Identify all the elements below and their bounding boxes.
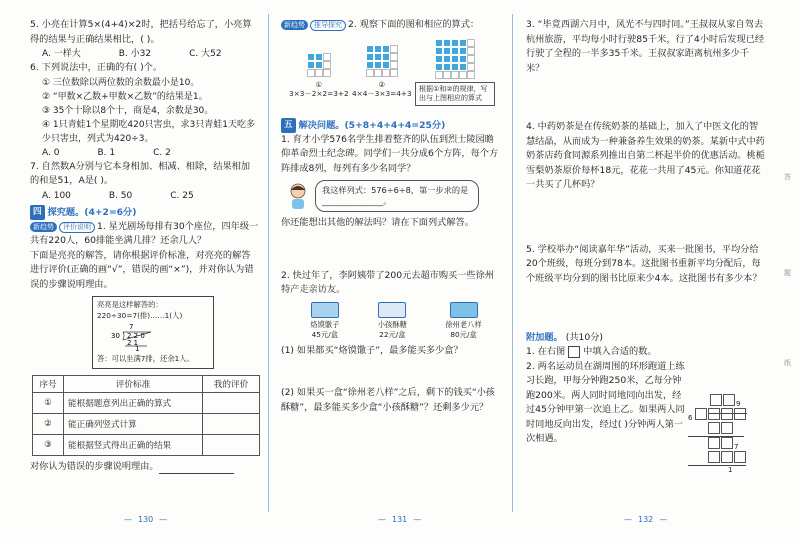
blank-cell[interactable] [721, 408, 733, 420]
evaluation-table [32, 375, 260, 456]
table-row [33, 392, 260, 413]
question-5: 5. 小亮在计算5×(4+4)×2时，把括号给忘了，小亮算得的结果与正确结果相比，( )。 [30, 19, 252, 45]
bonus-header [526, 330, 766, 345]
division-step-3 [688, 451, 750, 465]
product-item [310, 302, 339, 340]
division-dividend-row [688, 408, 750, 422]
figure-1-formula: 3×3－2×2=3+2 [289, 88, 349, 98]
blank-cell[interactable] [710, 394, 722, 406]
problem-2: 2. 快过年了，李阿姨带了200元去超市购买一些徐州特产走亲访友。 [281, 269, 494, 295]
header-criteria: 评价标准 [64, 375, 203, 392]
row-index: ② [33, 413, 64, 434]
problem-3: 3. “毕竟西湖六月中，风光不与四时同。”王叔叔从家自驾去杭州旅游，平均每小时行驶85千米，行了4小时后发现已经行驶了全程的一半多35千米。王叔叔家距离杭州多少千米？ [526, 19, 765, 74]
blank-cell[interactable] [708, 437, 720, 449]
question-2-text: 2. 观察下面的图和相应的算式： [348, 19, 480, 30]
product-price: 22元/盒 [379, 329, 406, 339]
solution-answer: 答：可以坐满7排，还余1人。 [97, 354, 194, 363]
grid-5x5 [435, 39, 475, 79]
figure-2 [352, 39, 412, 106]
header-index: 序号 [33, 375, 64, 392]
row-criteria: 能根据题意列出正确的算式 [64, 392, 203, 413]
blank-cell[interactable] [734, 408, 746, 420]
page-number-131: — 131 — [372, 515, 427, 524]
product-name: 小孩酥糖 [377, 319, 407, 329]
section-4-header [30, 205, 259, 220]
solution-title: 亮亮是这样解答的： [97, 300, 163, 309]
figure-1 [289, 39, 349, 106]
svg-text:2 1: 2 1 [127, 339, 139, 347]
blank-cell[interactable] [734, 451, 746, 463]
blank-cell[interactable] [723, 394, 735, 406]
section-5-header [281, 118, 501, 133]
division-step-1 [688, 422, 750, 436]
svg-text:1: 1 [135, 345, 140, 351]
rating-cell[interactable] [203, 392, 260, 413]
bonus-score: (共10分) [565, 332, 603, 343]
figure-1-label: ① [315, 79, 323, 89]
table-row [33, 413, 260, 434]
student-avatar-icon [287, 182, 309, 210]
bonus-question-1 [526, 345, 766, 360]
option-b: B. 1 [97, 147, 116, 158]
option-b: B. 50 [108, 190, 133, 201]
q6-statement-2: ② “甲数×乙数+甲数×乙数”的结果是1。 [42, 91, 208, 102]
blank-cell[interactable] [721, 451, 733, 463]
section-4-title: 探究题。(4+2=6分) [47, 206, 137, 218]
speech-bubble: 我这样列式：576÷6÷8，第一步求的是_______________。 [315, 180, 479, 212]
quotient-digit: 9 [736, 400, 741, 408]
new-trend-badge: 新趋势 [30, 222, 57, 232]
pattern-hint-box: 根据①和②的规律，写出与上图相应的算式 [415, 82, 495, 106]
product-price: 45元/盒 [311, 329, 338, 339]
option-a: A. 0 [42, 147, 60, 158]
figure-2-formula: 4×4－3×3=4+3 [352, 88, 412, 98]
side-mark-3: 纸 [784, 359, 791, 367]
reason-text: 对你认为错误的步骤说明理由。 [30, 460, 159, 472]
q6-statement-1: ① 三位数除以两位数的余数最小是10。 [42, 77, 200, 88]
problem-2-part-2: (2) 如果买一盒“徐州老八样”之后，剩下的钱买“小孩酥糖”，最多能买多少盒“小孩酥糖”？还剩多少元？ [281, 387, 495, 413]
explore-question-1-text: 1. 星光剧场每排有30个座位，四年级一共有220人，60排能坐满几排？还余几人？ [30, 220, 259, 246]
table-header-row [33, 375, 260, 392]
column-divider [512, 14, 513, 512]
q6-statement-4: ④ 1只青蛙1个星期吃420只害虫，求3只青蛙1天吃多少只害虫，列式为420÷3。 [42, 119, 256, 144]
header-my-rating: 我的评价 [203, 375, 260, 392]
pattern-figures [289, 39, 495, 106]
derive-badge: 推导探究 [310, 20, 346, 31]
page-131 [271, 0, 507, 542]
reason-prompt [30, 460, 259, 475]
question-7: 7. 自然数A分别与它本身相加、相减、相除，结果相加的和是51，A是( )。 [30, 160, 251, 186]
question-5-options [30, 47, 259, 61]
problem-1: 1. 育才小学576名学生排着整齐的队伍到烈士陵园瞻仰革命烈士纪念碑。同学们一共分成6个方阵，每个方阵排成8列，每列有多少名同学？ [281, 133, 499, 174]
question-7-options [30, 189, 259, 203]
svg-text:30: 30 [111, 332, 120, 340]
explore-question-1 [30, 220, 259, 249]
bonus-question-2: 2. 两名运动员在湖周围的环形跑道上练习长跑，甲每分钟跑250米，乙每分钟跑200米。两人同时同地同向出发，经过45分钟甲第一次追上乙。如果两人同时同地反向出发，经过( )分钟两人第一次相遇。 [526, 360, 685, 444]
division-quotient-row [688, 394, 750, 408]
option-c: C. 2 [153, 147, 171, 158]
evaluation-badge: 评价说明 [59, 222, 95, 233]
gift-products [291, 302, 501, 340]
section-4-tag: 四 [30, 205, 45, 220]
bonus-title: 附加题。 [526, 332, 563, 343]
page-130 [0, 0, 265, 542]
long-division-figure [111, 321, 161, 351]
row-criteria: 能正确列竖式计算 [64, 413, 203, 434]
gift-box-icon [450, 302, 478, 318]
section-5-title: 解决问题。(5+8+4+4+4=25分) [298, 119, 446, 131]
product-item [445, 302, 481, 340]
option-a: A. 100 [42, 190, 71, 201]
svg-text:7: 7 [129, 323, 134, 331]
side-mark-2: 题 [784, 269, 791, 277]
row-criteria: 能根据竖式得出正确的结果 [64, 434, 203, 455]
long-division-sketch [97, 321, 209, 354]
blank-cell[interactable] [721, 422, 733, 434]
rating-cell[interactable] [203, 413, 260, 434]
student-solution-box [92, 296, 214, 369]
problem-5: 5. 学校举办“阅读嘉年华”活动，买来一批图书，平均分给20个班级，每班分到78本。这批图书重新平均分配后，每个班级平均分到的图书比原来少4本。这批图书有多少本？ [526, 243, 762, 284]
question-6-options [30, 146, 259, 160]
page-number-132: — 132 — [618, 515, 673, 524]
blank-cell[interactable] [708, 451, 720, 463]
blank-cell[interactable] [708, 422, 720, 434]
product-name: 徐州老八样 [445, 319, 482, 329]
gift-box-icon [378, 302, 406, 318]
division-puzzle [688, 394, 750, 474]
bonus-1-text: 1. 在右图 [526, 346, 566, 357]
gift-box-icon [311, 302, 339, 318]
problem-1-other: 你还能想出其他的解法吗？请在下面列式解答。 [281, 217, 474, 228]
row-index: ③ [33, 434, 64, 455]
section-5-tag: 五 [281, 118, 296, 133]
row-index: ① [33, 392, 64, 413]
figure-3 [415, 39, 495, 106]
svg-text:2 2 0: 2 2 0 [127, 332, 145, 340]
problem-4: 4. 中药奶茶是在传统奶茶的基础上，加入了中医文化的智慧结晶，从而成为一种兼备养生效果的奶茶。某新中式中药奶茶店药食同源系列推出自第二杯起半价的优惠活动。桃栀雪梨奶茶原价每杯18元，花花一共用了45元。你知道花花一共买了几杯吗？ [526, 121, 765, 190]
product-name: 烙馍馓子 [310, 319, 340, 329]
question-2 [281, 18, 501, 33]
step-digit: 7 [734, 443, 739, 451]
divisor-digit: 6 [688, 414, 693, 422]
bonus-1-tail: 中填入合适的数。 [583, 346, 657, 357]
division-step-2 [688, 436, 744, 451]
grid-4x4 [366, 45, 398, 77]
page-number-130: — 130 — [118, 515, 173, 524]
product-price: 80元/盒 [450, 329, 477, 339]
option-c: C. 25 [170, 190, 194, 201]
option-c: C. 大52 [189, 49, 222, 59]
blank-cell[interactable] [695, 408, 707, 420]
option-b: B. 小32 [118, 49, 152, 59]
figure-2-label: ② [378, 79, 386, 89]
problem-2-part-1: (1) 如果都买“烙馍馓子”，最多能买多少盒？ [281, 344, 463, 356]
q6-statement-3: ③ 35个十除以8个十，商是4，余数是30。 [42, 105, 214, 116]
product-item [378, 302, 407, 340]
solution-equation: 220÷30=7(排)……1(人) [97, 310, 183, 320]
division-remainder: 1 [688, 465, 746, 474]
reason-answer-line[interactable] [159, 463, 234, 474]
question-6: 6. 下列说法中，正确的有( )个。 [30, 62, 163, 73]
table-row [33, 434, 260, 455]
grid-3x3 [307, 53, 331, 77]
option-a: A. 一样大 [42, 49, 81, 59]
side-mark-1: 答 [784, 173, 791, 181]
column-divider [268, 14, 269, 512]
blank-cell[interactable] [708, 408, 720, 420]
blank-cell[interactable] [721, 437, 733, 449]
explore-question-1-desc: 下面是亮亮的解答，请你根据评价标准，对亮亮的解答进行评价(正确的画“√”，错误的画“×”)，并对你认为错误的步骤说明理由。 [30, 249, 254, 290]
blank-square-icon [568, 346, 580, 358]
new-trend-badge: 新趋势 [281, 20, 308, 30]
rating-cell[interactable] [203, 434, 260, 455]
student-speech [287, 180, 501, 212]
